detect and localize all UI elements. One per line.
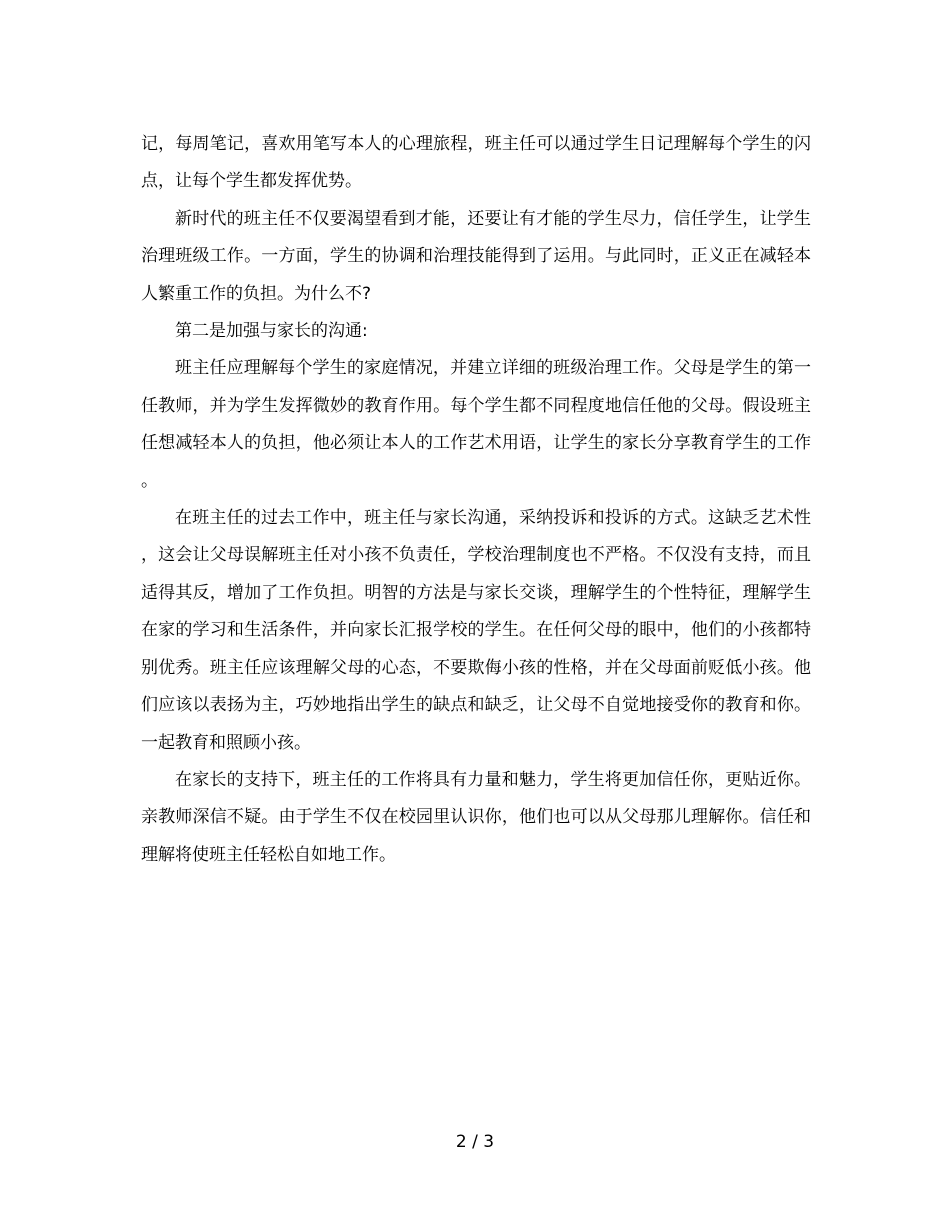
- paragraph-4: 班主任应理解每个学生的家庭情况，并建立详细的班级治理工作。父母是学生的第一任教师，并为学生发挥微妙的教育作用。每个学生都不同程度地信任他的父母。假设班主任想减轻本人的负担，他必须让本人的工作艺术用语，让学生的家长分享教育学生的工作。: [141, 358, 811, 491]
- document-body: [141, 126, 811, 874]
- page-number: 2 / 3: [455, 1132, 495, 1152]
- paragraph-3-heading: 第二是加强与家长的沟通:: [175, 321, 368, 342]
- paragraph-6: 在家长的支持下，班主任的工作将具有力量和魅力，学生将更加信任你，更贴近你。亲教师深信不疑。由于学生不仅在校园里认识你，他们也可以从父母那儿理解你。信任和理解将使班主任轻松自如地工作。: [141, 769, 811, 865]
- paragraph-1: 记，每周笔记，喜欢用笔写本人的心理旅程，班主任可以通过学生日记理解每个学生的闪点，让每个学生都发挥优势。: [141, 134, 811, 192]
- paragraph-2: 新时代的班主任不仅要渴望看到才能，还要让有才能的学生尽力，信任学生，让学生治理班级工作。一方面，学生的协调和治理技能得到了运用。与此同时，正义正在减轻本人繁重工作的负担。为什么不?: [141, 208, 811, 304]
- paragraph-5: 在班主任的过去工作中，班主任与家长沟通，采纳投诉和投诉的方式。这缺乏艺术性，这会让父母误解班主任对小孩不负责任，学校治理制度也不严格。不仅没有支持，而且适得其反，增加了工作负担。明智的方法是与家长交谈，理解学生的个性特征，理解学生在家的学习和生活条件，并向家长汇报学校的学生。在任何父母的眼中，他们的小孩都特别优秀。班主任应该理解父母的心态，不要欺侮小孩的性格，并在父母面前贬低小孩。他们应该以表扬为主，巧妙地指出学生的缺点和缺乏，让父母不自觉地接受你的教育和你。一起教育和照顾小孩。: [141, 508, 811, 753]
